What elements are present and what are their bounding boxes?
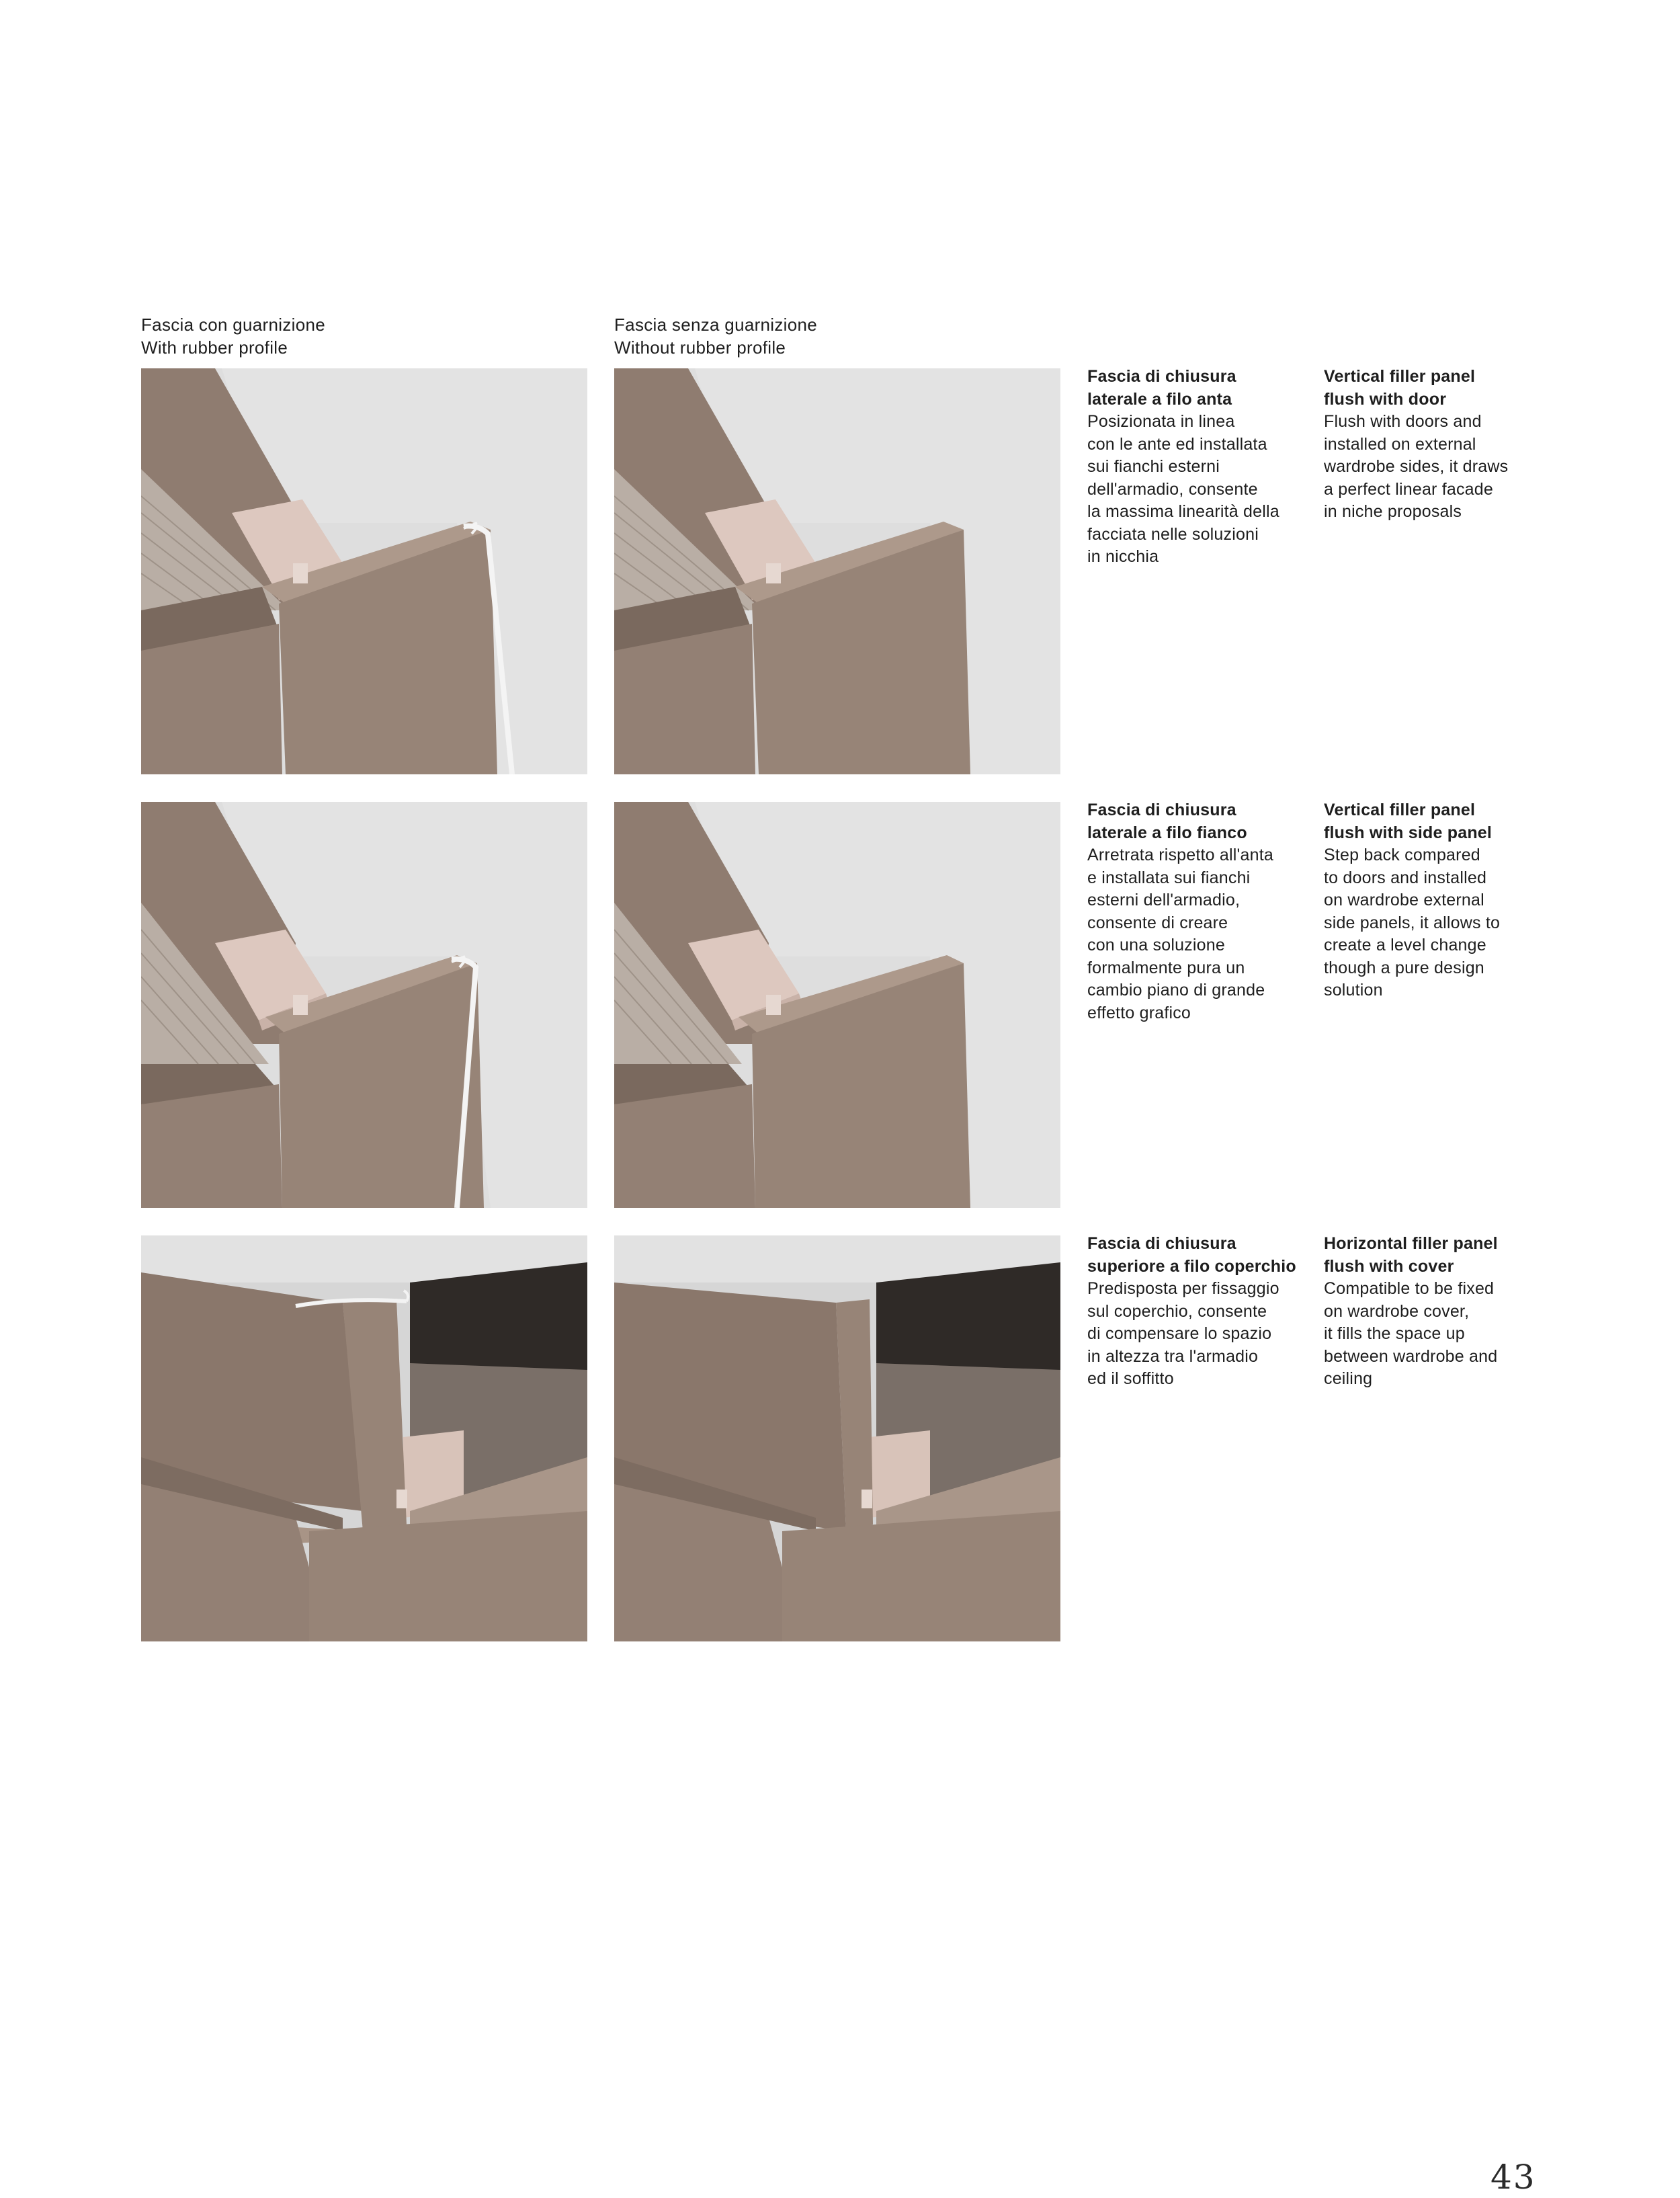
- description-line: cambio piano di grande: [1087, 981, 1265, 1000]
- description-line: di compensare lo spazio: [1087, 1324, 1272, 1343]
- description-line: e installata sui fianchi: [1087, 868, 1251, 887]
- description-line: Posizionata in linea: [1087, 412, 1235, 431]
- column-header-it: Fascia senza guarnizione: [614, 315, 818, 335]
- row1-description-en: [1324, 366, 1552, 524]
- description-line: though a pure design: [1324, 958, 1484, 977]
- description-title: laterale a filo fianco: [1087, 823, 1247, 842]
- column-header-en: With rubber profile: [141, 337, 288, 358]
- description-title: Vertical filler panel: [1324, 367, 1476, 386]
- row1-description-it: [1087, 366, 1316, 569]
- row3-description-it: [1087, 1233, 1316, 1391]
- description-line: consente di creare: [1087, 913, 1228, 932]
- description-line: Compatible to be fixed: [1324, 1279, 1495, 1298]
- description-line: in niche proposals: [1324, 502, 1462, 521]
- photo-side-filler-flush-door-without-rubber: [614, 368, 1060, 774]
- description-title: flush with door: [1324, 389, 1447, 409]
- row2-description-it: [1087, 799, 1316, 1024]
- description-line: create a level change: [1324, 936, 1486, 954]
- description-line: la massima linearità della: [1087, 502, 1279, 521]
- description-line: sui fianchi esterni: [1087, 457, 1220, 476]
- description-line: esterni dell'armadio,: [1087, 891, 1241, 909]
- column-header-with-rubber-profile: [141, 313, 325, 359]
- description-title: laterale a filo anta: [1087, 389, 1232, 409]
- column-header-en: Without rubber profile: [614, 337, 786, 358]
- description-line: formalmente pura un: [1087, 958, 1245, 977]
- description-line: side panels, it allows to: [1324, 913, 1501, 932]
- description-line: effetto grafico: [1087, 1003, 1191, 1022]
- description-title: Fascia di chiusura: [1087, 801, 1236, 819]
- description-title: flush with side panel: [1324, 823, 1493, 842]
- description-line: on wardrobe cover,: [1324, 1301, 1470, 1321]
- photo-side-filler-flush-door-with-rubber: [141, 368, 587, 774]
- description-line: a perfect linear facade: [1324, 479, 1493, 499]
- description-line: to doors and installed: [1324, 868, 1487, 887]
- description-line: on wardrobe external: [1324, 891, 1484, 909]
- row3-description-en: [1324, 1233, 1552, 1391]
- photo-top-filler-flush-cover-with-rubber: [141, 1235, 587, 1641]
- description-line: wardrobe sides, it draws: [1324, 457, 1509, 476]
- description-title: Fascia di chiusura: [1087, 367, 1236, 386]
- description-line: ed il soffitto: [1087, 1369, 1174, 1388]
- description-line: ceiling: [1324, 1369, 1373, 1388]
- description-line: facciata nelle soluzioni: [1087, 524, 1259, 544]
- description-title: Vertical filler panel: [1324, 801, 1476, 819]
- description-line: in altezza tra l'armadio: [1087, 1346, 1259, 1366]
- description-line: con una soluzione: [1087, 936, 1225, 954]
- description-line: Predisposta per fissaggio: [1087, 1279, 1279, 1298]
- description-line: between wardrobe and: [1324, 1346, 1498, 1366]
- description-title: Horizontal filler panel: [1324, 1234, 1498, 1253]
- description-line: installed on external: [1324, 434, 1476, 454]
- description-title: Fascia di chiusura: [1087, 1234, 1236, 1253]
- description-line: con le ante ed installata: [1087, 434, 1267, 454]
- column-header-without-rubber-profile: [614, 313, 817, 359]
- photo-top-filler-flush-cover-without-rubber: [614, 1235, 1060, 1641]
- description-line: dell'armadio, consente: [1087, 479, 1258, 499]
- description-title: superiore a filo coperchio: [1087, 1256, 1296, 1276]
- photo-side-filler-flush-side-with-rubber: [141, 802, 587, 1208]
- description-line: Arretrata rispetto all'anta: [1087, 846, 1273, 864]
- photo-side-filler-flush-side-without-rubber: [614, 802, 1060, 1208]
- row2-description-en: [1324, 799, 1552, 1002]
- description-line: Step back compared: [1324, 846, 1480, 864]
- description-line: solution: [1324, 981, 1383, 1000]
- description-line: in nicchia: [1087, 547, 1159, 566]
- description-line: Flush with doors and: [1324, 412, 1482, 431]
- description-line: it fills the space up: [1324, 1324, 1465, 1343]
- column-header-it: Fascia con guarnizione: [141, 315, 325, 335]
- page-number: 43: [1490, 2158, 1536, 2197]
- description-line: sul coperchio, consente: [1087, 1301, 1267, 1321]
- description-title: flush with cover: [1324, 1256, 1454, 1276]
